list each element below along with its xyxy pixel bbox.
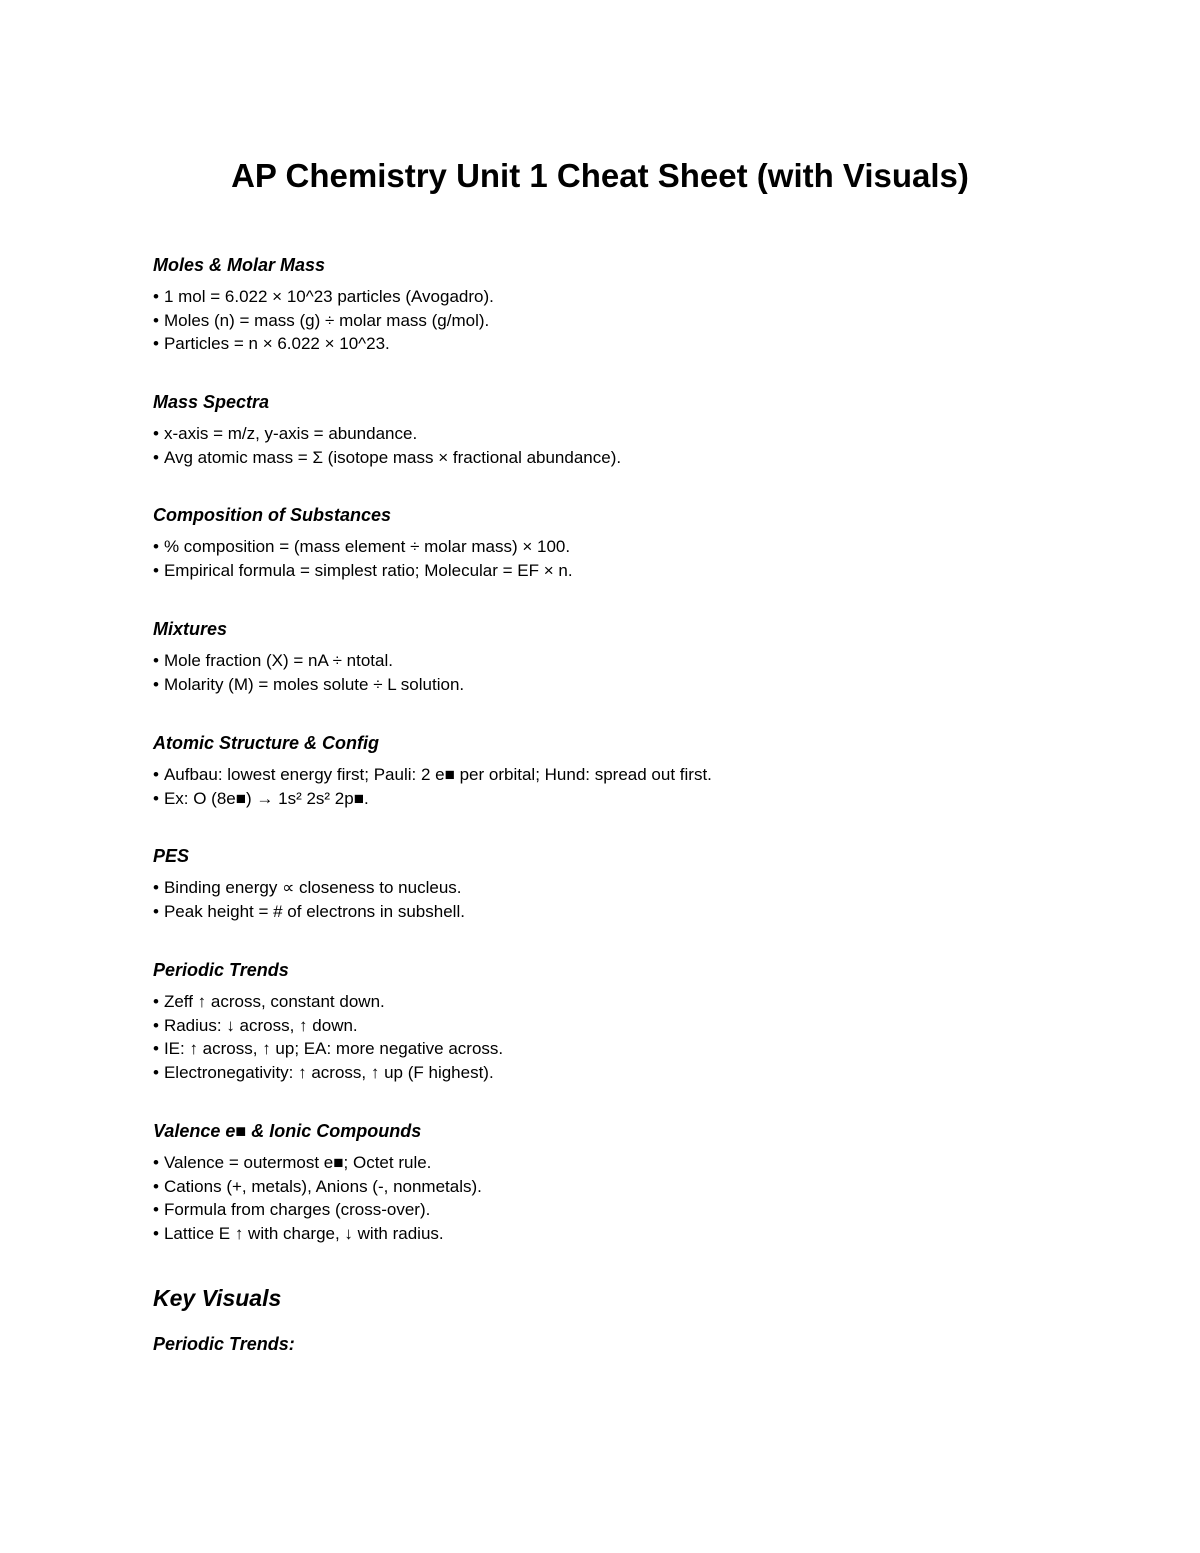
list-item — [153, 309, 1113, 333]
key-visuals-heading: Key Visuals — [153, 1285, 282, 1311]
section-pes — [153, 844, 1113, 923]
bullet-icon: • — [153, 1062, 159, 1082]
list-item-text: 1 mol = 6.022 × 10^23 particles (Avogadro). — [163, 287, 494, 306]
section-heading: PES — [153, 846, 190, 866]
list-item-text: Avg atomic mass = Σ (isotope mass × fractional abundance). — [163, 447, 622, 467]
list-item-text: Empirical formula = simplest ratio; Molecular = EF × n. — [163, 560, 573, 580]
list-item-text: x-axis = m/z, y-axis = abundance. — [163, 424, 418, 443]
list-item-text: Radius: ↓ across, ↑ down. — [163, 1015, 358, 1035]
list-item — [153, 1222, 1113, 1246]
section-item-list — [153, 285, 1113, 356]
list-item — [153, 673, 1113, 697]
section-heading: Periodic Trends — [153, 960, 289, 980]
list-item — [153, 1014, 1113, 1038]
bullet-icon: • — [153, 1039, 159, 1058]
section-item-list — [153, 763, 1113, 810]
bullet-icon: • — [153, 651, 159, 670]
list-item-text: % composition = (mass element ÷ molar mass) × 100. — [163, 537, 571, 556]
section-item-list — [153, 1151, 1113, 1245]
section-item-list — [153, 990, 1113, 1084]
section-periodic-trends — [153, 958, 1113, 1084]
list-item-text: Electronegativity: ↑ across, ↑ up (F highest). — [163, 1062, 494, 1082]
list-item — [153, 1151, 1113, 1175]
bullet-icon: • — [153, 334, 159, 353]
list-item — [153, 900, 1113, 924]
list-item — [153, 1061, 1113, 1085]
list-item — [153, 787, 1113, 811]
list-item-text: Valence = outermost e■; Octet rule. — [163, 1153, 432, 1172]
bullet-icon: • — [153, 901, 159, 921]
list-item-text: Cations (+, metals), Anions (-, nonmetals). — [163, 1176, 482, 1196]
list-item-text: Peak height = # of electrons in subshell. — [163, 901, 465, 921]
document-title: AP Chemistry Unit 1 Cheat Sheet (with Visuals) — [231, 157, 969, 194]
list-item-text: Moles (n) = mass (g) ÷ molar mass (g/mol). — [163, 310, 490, 330]
list-item — [153, 763, 1113, 787]
list-item — [153, 559, 1113, 583]
list-item — [153, 990, 1113, 1014]
bullet-icon: • — [153, 1223, 159, 1243]
section-heading: Moles & Molar Mass — [153, 255, 326, 275]
section-item-list — [153, 876, 1113, 923]
bullet-icon: • — [153, 560, 159, 580]
section-item-list — [153, 649, 1113, 696]
list-item-text: Formula from charges (cross-over). — [163, 1200, 431, 1219]
list-item-text: Aufbau: lowest energy first; Pauli: 2 e■ per orbital; Hund: spread out first. — [163, 765, 712, 784]
bullet-icon: • — [153, 1176, 159, 1196]
list-item-text: Binding energy ∝ closeness to nucleus. — [163, 878, 462, 897]
bullet-icon: • — [153, 1153, 159, 1172]
list-item — [153, 422, 1113, 446]
section-item-list — [153, 422, 1113, 469]
bullet-icon: • — [153, 674, 159, 694]
section-atomic-structure-config — [153, 731, 1113, 810]
bullet-icon: • — [153, 424, 159, 443]
list-item — [153, 1037, 1113, 1061]
section-composition-of-substances — [153, 503, 1113, 582]
bullet-icon: • — [153, 788, 159, 808]
bullet-icon: • — [153, 992, 159, 1011]
section-heading: Atomic Structure & Config — [153, 733, 380, 753]
bullet-icon: • — [153, 878, 159, 897]
list-item-text: Molarity (M) = moles solute ÷ L solution. — [163, 674, 465, 694]
list-item — [153, 332, 1113, 356]
list-item — [153, 285, 1113, 309]
list-item-text: IE: ↑ across, ↑ up; EA: more negative across. — [163, 1039, 504, 1058]
section-heading: Composition of Substances — [153, 505, 392, 525]
list-item-text: Zeff ↑ across, constant down. — [163, 992, 385, 1011]
bullet-icon: • — [153, 765, 159, 784]
list-item — [153, 446, 1113, 470]
section-heading: Valence e■ & Ionic Compounds — [153, 1121, 422, 1141]
key-visuals-subheading: Periodic Trends: — [153, 1334, 295, 1354]
section-heading: Mass Spectra — [153, 392, 270, 412]
list-item — [153, 535, 1113, 559]
list-item — [153, 1175, 1113, 1199]
bullet-icon: • — [153, 287, 159, 306]
bullet-icon: • — [153, 1015, 159, 1035]
list-item-text: Mole fraction (X) = nA ÷ ntotal. — [163, 651, 393, 670]
list-item-text: Ex: O (8e■) → 1s² 2s² 2p■. — [163, 788, 369, 808]
section-valence-ionic-compounds — [153, 1119, 1113, 1245]
bullet-icon: • — [153, 1200, 159, 1219]
section-mass-spectra — [153, 390, 1113, 469]
section-mixtures — [153, 617, 1113, 696]
bullet-icon: • — [153, 537, 159, 556]
section-heading: Mixtures — [153, 619, 228, 639]
list-item — [153, 649, 1113, 673]
list-item-text: Particles = n × 6.022 × 10^23. — [163, 334, 390, 353]
bullet-icon: • — [153, 310, 159, 330]
list-item — [153, 1198, 1113, 1222]
bullet-icon: • — [153, 447, 159, 467]
section-moles-molar-mass — [153, 253, 1113, 356]
list-item-text: Lattice E ↑ with charge, ↓ with radius. — [163, 1223, 444, 1243]
list-item — [153, 876, 1113, 900]
section-item-list — [153, 535, 1113, 582]
